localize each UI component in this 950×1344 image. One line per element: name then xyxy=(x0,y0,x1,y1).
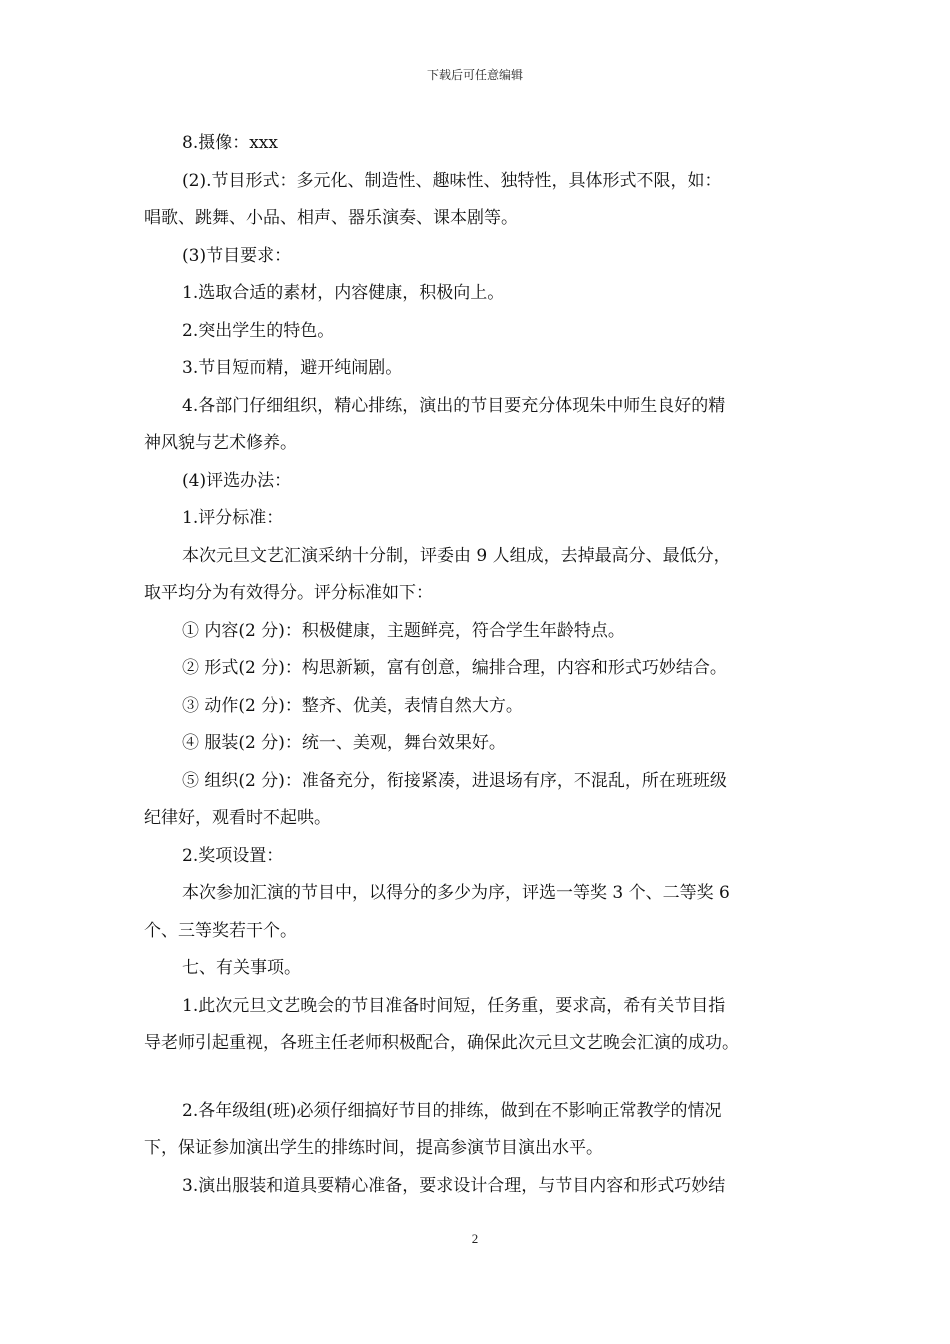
text-line: 1.评分标准： xyxy=(182,508,284,528)
text-line: 导老师引起重视，各班主任老师积极配合，确保此次元旦文艺晚会汇演的成功。 xyxy=(144,1033,739,1053)
text-line: 下，保证参加演出学生的排练时间，提高参演节目演出水平。 xyxy=(144,1138,603,1158)
text-line: ④ 服装(2 分)：统一、美观，舞台效果好。 xyxy=(182,733,506,753)
text-line: (2).节目形式：多元化、制造性、趣味性、独特性，具体形式不限，如： xyxy=(182,170,722,191)
text-line: 2.奖项设置： xyxy=(182,845,284,866)
text-line: 1.此次元旦文艺晚会的节目准备时间短，任务重，要求高，希有关节目指 xyxy=(182,995,726,1016)
text-line: 七、有关事项。 xyxy=(182,958,301,978)
text-line: 3.演出服装和道具要精心准备，要求设计合理，与节目内容和形式巧妙结 xyxy=(182,1175,726,1196)
text-line: 3.节目短而精，避开纯闹剧。 xyxy=(182,358,403,378)
text-line: (3)节目要求： xyxy=(182,245,292,266)
text-line: ③ 动作(2 分)：整齐、优美，表情自然大方。 xyxy=(182,695,523,716)
text-line: 个、三等奖若干个。 xyxy=(144,920,297,941)
page-number: 2 xyxy=(471,1231,479,1246)
text-line: 1.选取合适的素材，内容健康，积极向上。 xyxy=(182,283,505,303)
text-line: 唱歌、跳舞、小品、相声、器乐演奏、课本剧等。 xyxy=(144,208,518,228)
text-line: 神风貌与艺术修养。 xyxy=(144,433,297,453)
text-line: 4.各部门仔细组织，精心排练，演出的节目要充分体现朱中师生良好的精 xyxy=(182,395,726,416)
paragraph-gap xyxy=(144,1063,824,1093)
text-line: ① 内容(2 分)：积极健康，主题鲜亮，符合学生年龄特点。 xyxy=(182,620,625,641)
text-line: 2.突出学生的特色。 xyxy=(182,320,335,341)
page-header: 下载后可任意编辑 xyxy=(426,68,523,82)
text-line: 纪律好，观看时不起哄。 xyxy=(144,808,331,828)
text-line: 2.各年级组(班)必须仔细搞好节目的排练，做到在不影响正常教学的情况 xyxy=(182,1100,722,1121)
text-line: (4)评选办法： xyxy=(182,470,292,491)
document-body xyxy=(144,125,824,1205)
text-line: 本次参加汇演的节目中，以得分的多少为序，评选一等奖 3 个、二等奖 6 xyxy=(182,883,730,903)
text-line: 取平均分为有效得分。评分标准如下： xyxy=(144,583,433,603)
text-line: ② 形式(2 分)：构思新颖，富有创意，编排合理，内容和形式巧妙结合。 xyxy=(182,658,727,678)
text-line: 本次元旦文艺汇演采纳十分制，评委由 9 人组成，去掉最高分、最低分， xyxy=(182,545,731,566)
text-line: 8.摄像：xxx xyxy=(182,133,278,153)
text-line: ⑤ 组织(2 分)：准备充分，衔接紧凑，进退场有序，不混乱，所在班班级 xyxy=(182,770,727,791)
